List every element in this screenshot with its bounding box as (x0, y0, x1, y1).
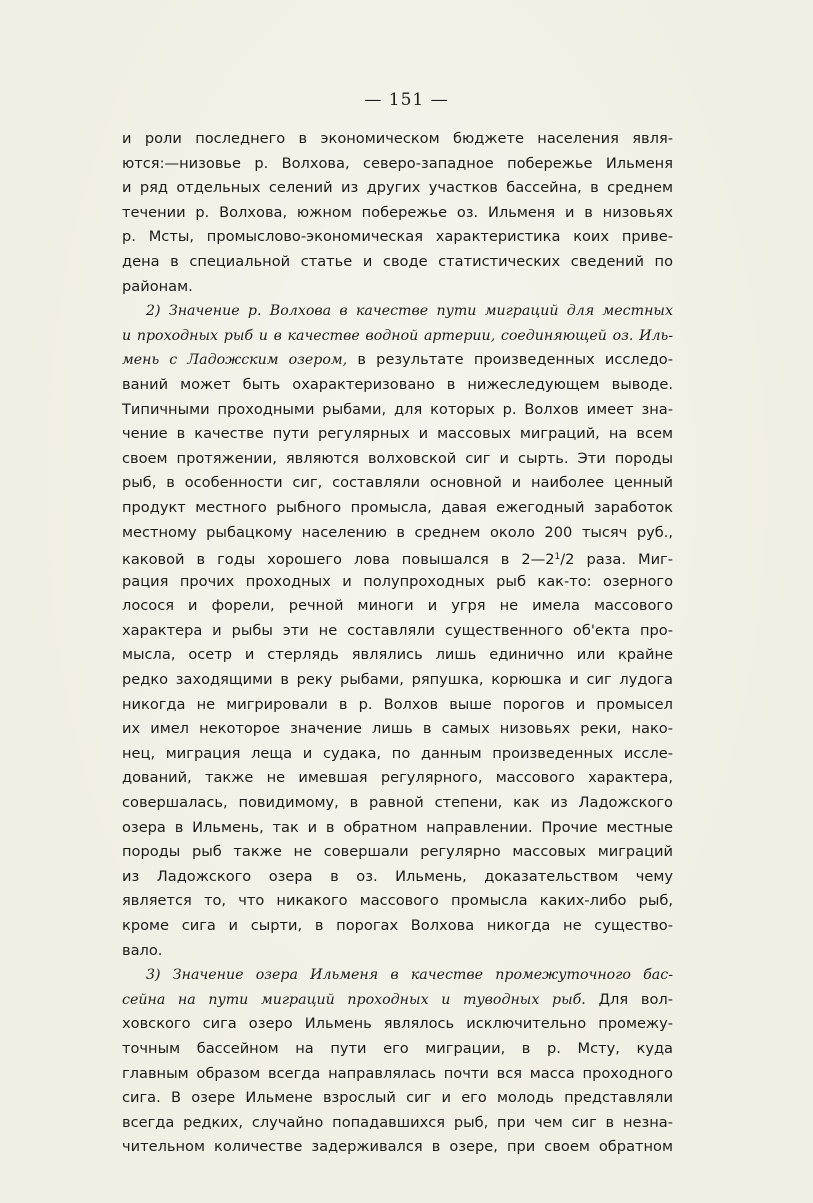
text-line (122, 668, 673, 693)
text-run: местному рыбацкому населению в среднем около 200 тысяч руб., (122, 523, 673, 541)
text-run: озера в Ильмень, так и в обратном направлении. Прочие местные (122, 818, 673, 836)
text-line (122, 963, 673, 988)
text-line (122, 521, 673, 546)
text-run: и ряд отдельных селений из других участков бассейна, в среднем (122, 179, 673, 197)
paragraph (122, 127, 673, 299)
text-run: лосося и форели, речной миноги и угря не имела массового (122, 597, 673, 615)
text-line (122, 299, 673, 324)
text-run: является то, что никакого массового промысла каких-либо рыб, (122, 892, 673, 910)
text-run: Типичными проходными рыбами, для которых р. Волхов имеет зна- (122, 400, 673, 418)
text-line (122, 914, 673, 939)
text-run: и роли последнего в экономическом бюджете населения явля- (122, 130, 673, 147)
text-line (122, 766, 673, 791)
text-line (122, 693, 673, 718)
text-run: дена в специальной статье и своде статистических сведений по (122, 252, 673, 270)
text-line (122, 152, 673, 177)
superscript: 1 (554, 552, 561, 563)
text-line (122, 127, 673, 152)
text-line (122, 619, 673, 644)
text-run: течении р. Волхова, южном побережье оз. Ильменя и в низовьях (122, 203, 673, 221)
text-line (122, 791, 673, 816)
text-line (122, 570, 673, 595)
text-line (122, 742, 673, 767)
text-run: кроме сига и сырти, в порогах Волхова никогда не существо- (122, 917, 673, 934)
text-run: точным бассейном на пути его миграции, в р. Мсту, куда (122, 1039, 673, 1057)
text-line (122, 865, 673, 890)
text-line (122, 545, 673, 570)
text-line (122, 643, 673, 668)
paragraph (122, 299, 673, 963)
text-line (122, 988, 673, 1013)
italic-text: и проходных рыб и в качестве водной артерии, соединяющей оз. Иль- (122, 327, 673, 344)
italic-text: 2) Значение р. Волхова в качестве пути миграций для местных (146, 303, 673, 320)
text-run: р. Мсты, промыслово-экономическая характеристика коих приве- (122, 228, 673, 246)
text-run: ваний может быть охарактеризовано в нижеследующем выводе. (122, 375, 673, 393)
text-run: ховского сига озеро Ильмень являлось исключительно промежу- (122, 1015, 673, 1033)
text-line (122, 1086, 673, 1111)
text-run: совершалась, повидимому, в равной степени, как из Ладожского (122, 794, 673, 812)
text-line (122, 176, 673, 201)
text-line (122, 447, 673, 472)
text-line (122, 1012, 673, 1037)
text-run: Для вол- (585, 990, 673, 1008)
text-line (122, 201, 673, 226)
text-run: чение в качестве пути регулярных и массовых миграций, на всем (122, 425, 673, 443)
text-run: ются:—низовье р. Волхова, северо-западное побережье Ильменя (122, 154, 673, 172)
text-line (122, 1135, 673, 1160)
text-line (122, 373, 673, 398)
paragraph (122, 963, 673, 1160)
text-run: мысла, осетр и стерлядь являлись лишь единично или крайне (122, 646, 673, 664)
text-run: рация прочих проходных и полупроходных рыб как-то: озерного (122, 572, 673, 590)
text-line (122, 594, 673, 619)
text-run: никогда не мигрировали в р. Волхов выше порогов и промысел (122, 695, 673, 713)
text-run: редко заходящими в реку рыбами, ряпушка, корюшка и сиг лудога (122, 671, 673, 689)
italic-text: 3) Значение озера Ильменя в качестве промежуточного бас- (146, 967, 673, 984)
text-line (122, 398, 673, 423)
text-run: породы рыб также не совершали регулярно массовых миграций (122, 843, 673, 861)
text-run: продукт местного рыбного промысла, давая ежегодный заработок (122, 498, 673, 516)
text-line (122, 324, 673, 349)
text-run: всегда редких, случайно попадавшихся рыб, при чем сиг в незна- (122, 1113, 673, 1131)
italic-text: сейна на пути миграций проходных и туводных рыб. (122, 991, 586, 1008)
text-run: рыб, в особенности сиг, составляли основной и наиболее ценный (122, 474, 673, 492)
text-run: в результате произведенных исследо- (347, 351, 673, 369)
text-line (122, 840, 673, 865)
text-line (122, 816, 673, 841)
text-line (122, 939, 673, 964)
text-line (122, 471, 673, 496)
text-run: вало. (122, 941, 163, 959)
text-run: главным образом всегда направлялась почти вся масса проходного (122, 1064, 673, 1082)
text-line (122, 1037, 673, 1062)
text-line (122, 496, 673, 521)
text-line (122, 275, 673, 300)
text-line (122, 422, 673, 447)
body-text (122, 127, 673, 1160)
text-run: своем протяжении, являются волховской сиг и сырть. Эти породы (122, 449, 673, 467)
text-run: характера и рыбы эти не составляли существенного об'екта про- (122, 621, 673, 639)
text-run: районам. (122, 277, 193, 295)
page-number: — 151 — (364, 90, 449, 110)
text-run: нец, миграция леща и судака, по данным произведенных иссле- (122, 744, 673, 762)
text-line (122, 225, 673, 250)
text-line (122, 717, 673, 742)
text-run: /2 раза. Миг- (560, 551, 673, 569)
text-line (122, 348, 673, 373)
text-line (122, 1111, 673, 1136)
text-line (122, 889, 673, 914)
text-line (122, 1062, 673, 1087)
text-run: сига. В озере Ильмене взрослый сиг и его молодь представляли (122, 1089, 673, 1107)
text-run: из Ладожского озера в оз. Ильмень, доказательством чему (122, 867, 673, 885)
text-run: их имел некоторое значение лишь в самых низовьях реки, нако- (122, 720, 673, 738)
italic-text: мень с Ладожским озером, (122, 352, 348, 369)
text-run: дований, также не имевшая регулярного, массового характера, (122, 769, 673, 787)
text-run: чительном количестве задерживался в озере, при своем обратном (122, 1138, 673, 1156)
text-run: каковой в годы хорошего лова повышался в 2—2 (122, 551, 555, 569)
text-line (122, 250, 673, 275)
